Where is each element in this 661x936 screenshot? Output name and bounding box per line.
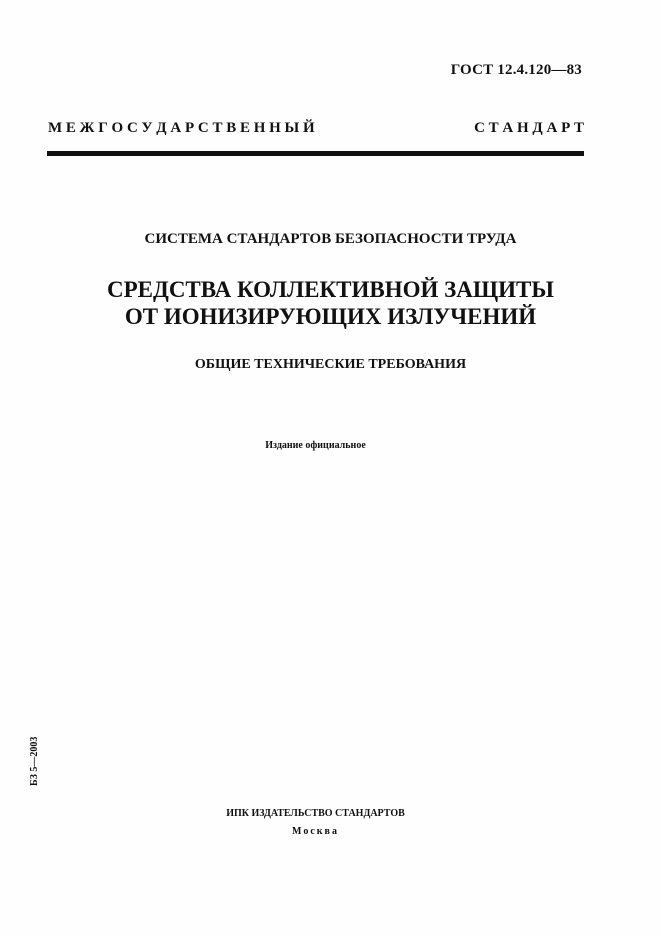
standard-word: С Т А Н Д А Р Т <box>474 120 584 136</box>
standard-number: ГОСТ 12.4.120—83 <box>450 62 582 78</box>
publisher-name: ИПК ИЗДАТЕЛЬСТВО СТАНДАРТОВ <box>226 808 405 819</box>
interstate-word: М Е Ж Г О С У Д А Р С Т В Е Н Н Ы Й <box>48 120 315 136</box>
standards-series-title: СИСТЕМА СТАНДАРТОВ БЕЗОПАСНОСТИ ТРУДА <box>144 231 517 247</box>
side-reference-note: БЗ 5—2003 <box>29 736 40 786</box>
title-line: ОТ ИОНИЗИРУЮЩИХ ИЗЛУЧЕНИЙ <box>124 304 537 329</box>
publisher-city: Москва <box>292 826 339 837</box>
document-title <box>0 276 661 330</box>
edition-label: Издание официальное <box>265 440 366 451</box>
document-subtitle: ОБЩИЕ ТЕХНИЧЕСКИЕ ТРЕБОВАНИЯ <box>194 357 467 372</box>
heading-divider <box>47 151 584 156</box>
interstate-standard-heading <box>48 120 584 137</box>
title-line: СРЕДСТВА КОЛЛЕКТИВНОЙ ЗАЩИТЫ <box>107 277 554 302</box>
